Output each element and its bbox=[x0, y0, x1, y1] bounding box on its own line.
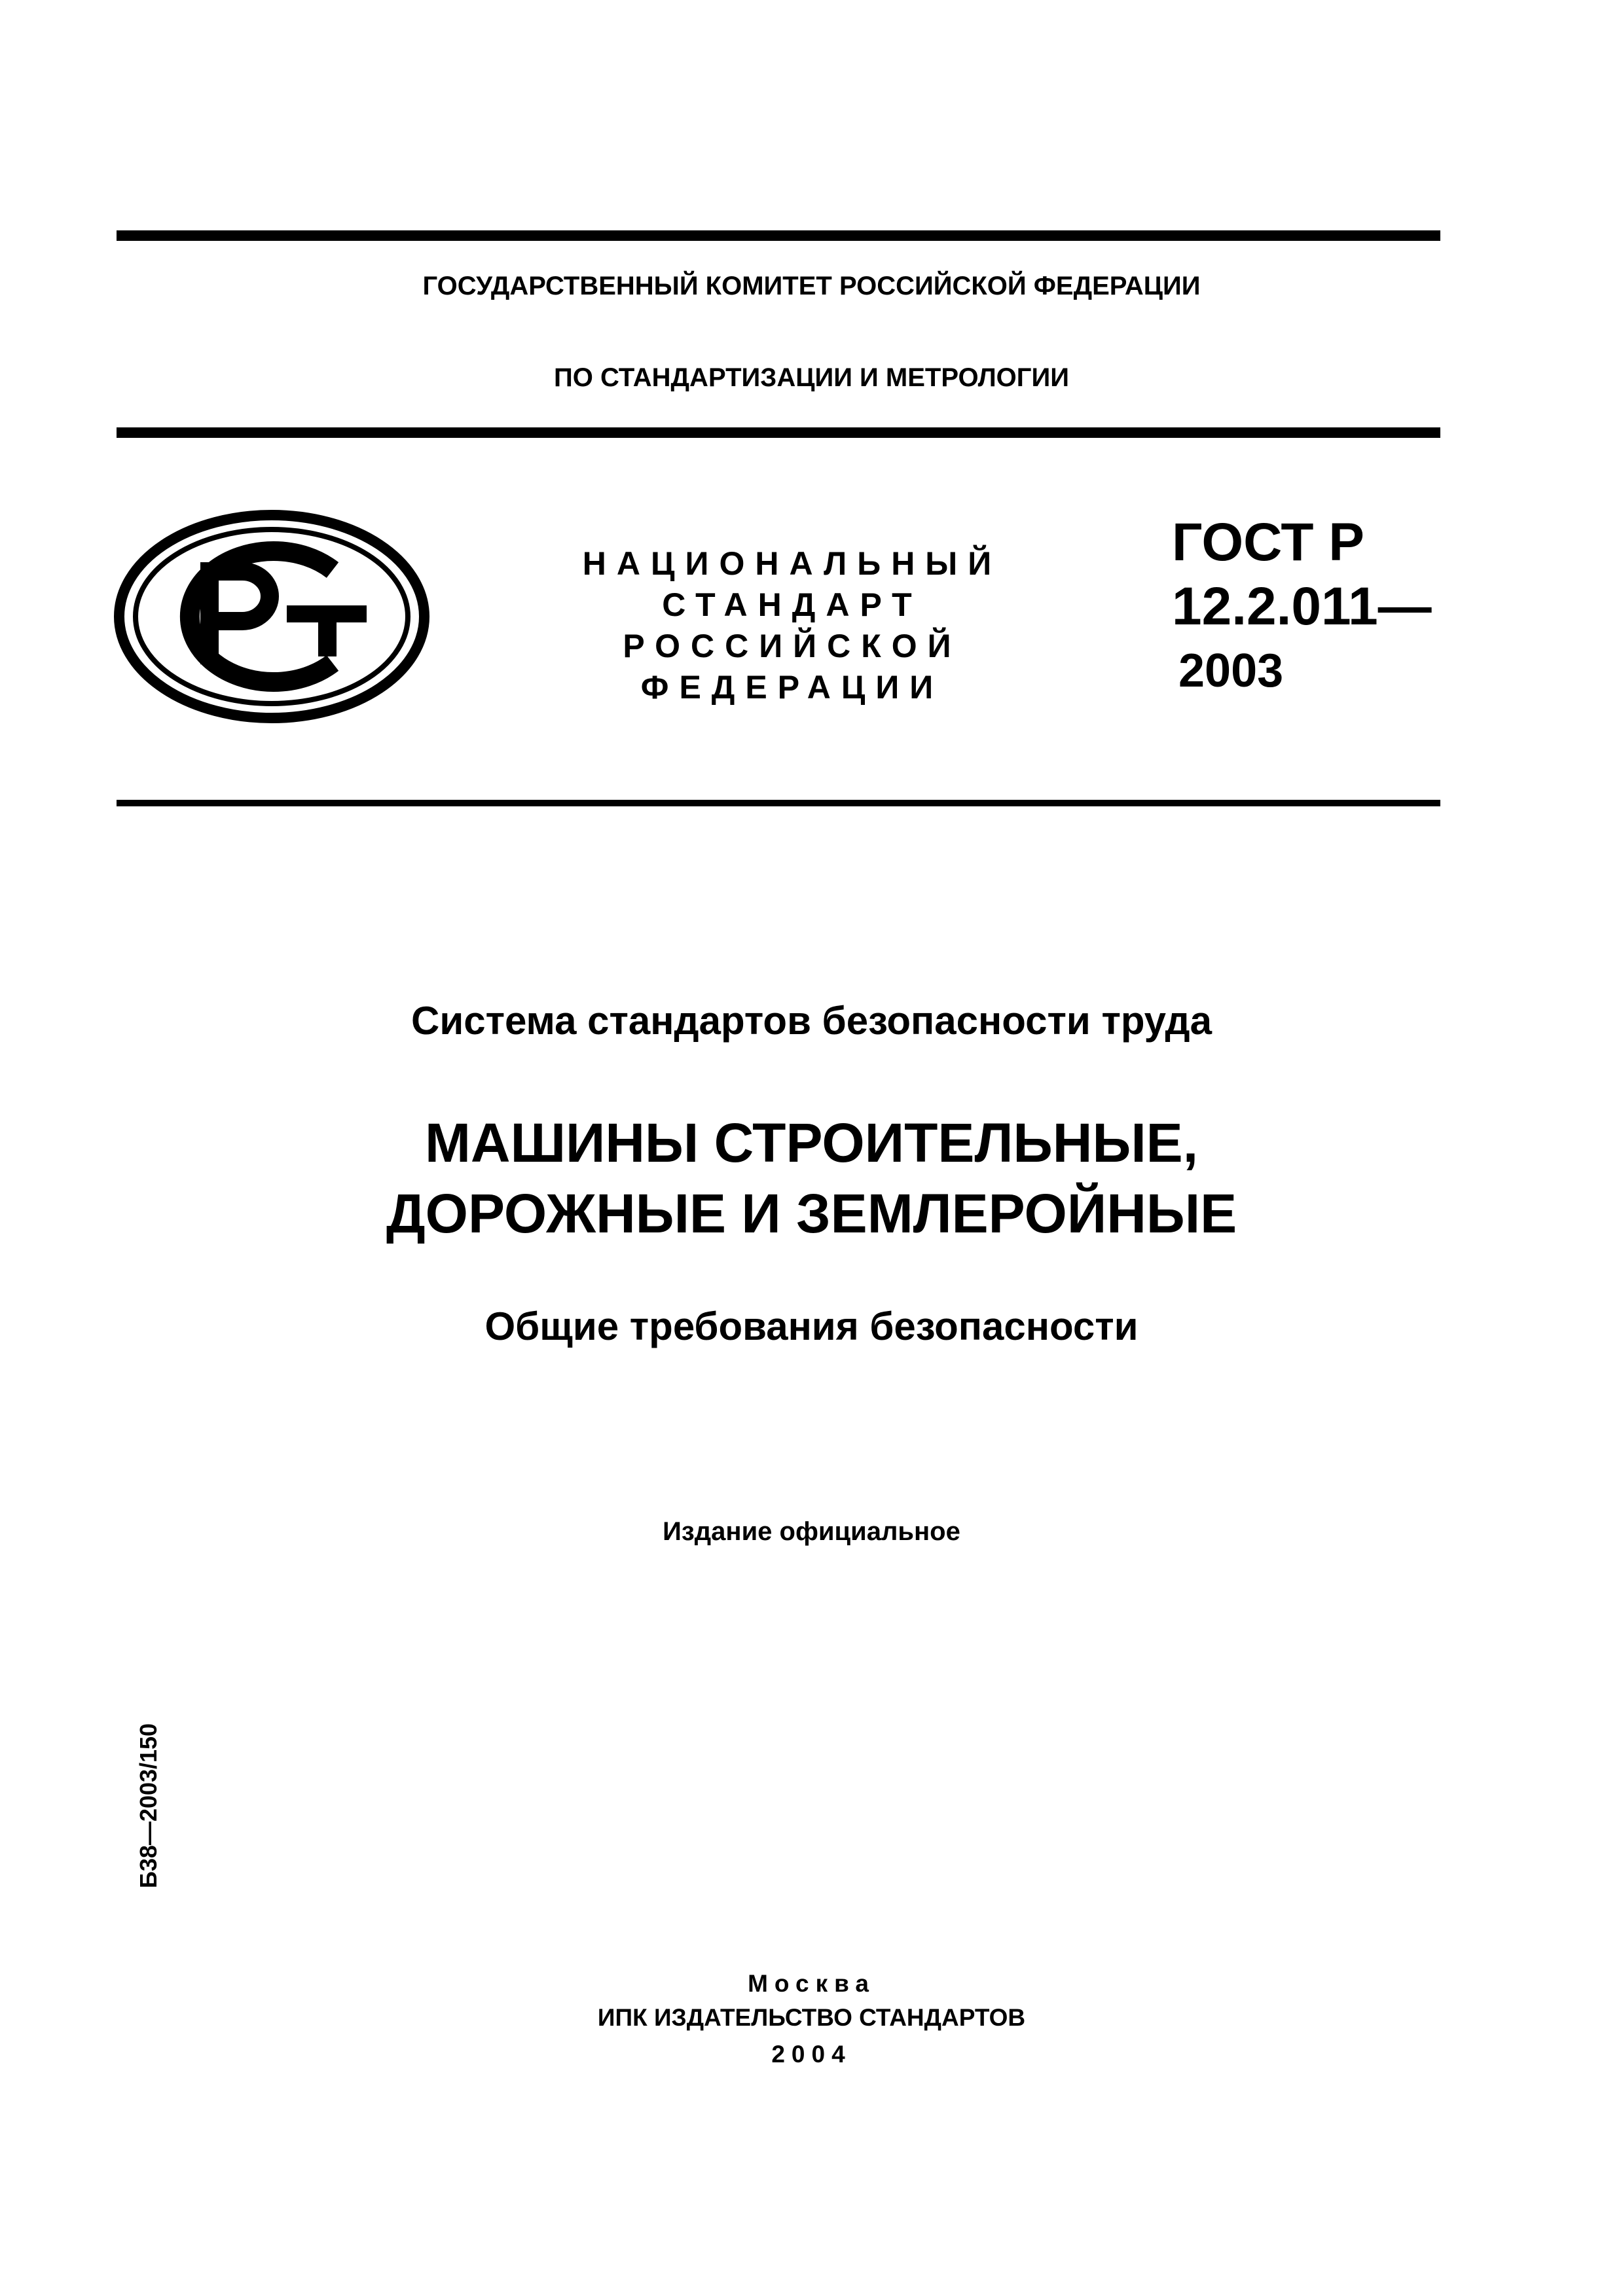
gost-year: 2003 bbox=[1178, 645, 1284, 697]
imprint-publisher: ИПК ИЗДАТЕЛЬСТВО СТАНДАРТОВ bbox=[597, 2004, 1026, 2031]
edition-label: Издание официальное bbox=[663, 1517, 960, 1546]
main-title-line-2: ДОРОЖНЫЕ И ЗЕМЛЕРОЙНЫЕ bbox=[386, 1183, 1237, 1244]
national-line-2: СТАНДАРТ bbox=[662, 586, 922, 623]
imprint-year: 2004 bbox=[771, 2041, 852, 2068]
header-bottom-rule bbox=[117, 427, 1440, 438]
national-line-4: ФЕДЕРАЦИИ bbox=[640, 669, 944, 706]
national-standard-block bbox=[524, 543, 1061, 708]
header-committee: ГОСУДАРСТВЕННЫЙ КОМИТЕТ РОССИЙСКОЙ ФЕДЕРАЦИИ bbox=[422, 272, 1201, 300]
gost-number: 12.2.011— bbox=[1172, 577, 1432, 636]
national-line-1: НАЦИОНАЛЬНЫЙ bbox=[582, 545, 1002, 582]
gost-prefix: ГОСТ Р bbox=[1172, 512, 1364, 572]
logo-bottom-rule bbox=[117, 800, 1440, 806]
national-line-3: РОССИЙСКОЙ bbox=[623, 628, 962, 664]
header-standardization: ПО СТАНДАРТИЗАЦИИ И МЕТРОЛОГИИ bbox=[554, 363, 1069, 392]
side-code: Б38—2003/150 bbox=[135, 1723, 162, 1888]
series-title: Система стандартов безопасности труда bbox=[410, 999, 1213, 1043]
imprint-city: Москва bbox=[748, 1970, 875, 1997]
rst-logo-icon bbox=[111, 507, 432, 726]
main-title-line-1: МАШИНЫ СТРОИТЕЛЬНЫЕ, bbox=[424, 1112, 1199, 1174]
top-rule bbox=[117, 230, 1440, 241]
subtitle: Общие требования безопасности bbox=[484, 1304, 1139, 1348]
gost-number-block bbox=[1172, 511, 1432, 703]
